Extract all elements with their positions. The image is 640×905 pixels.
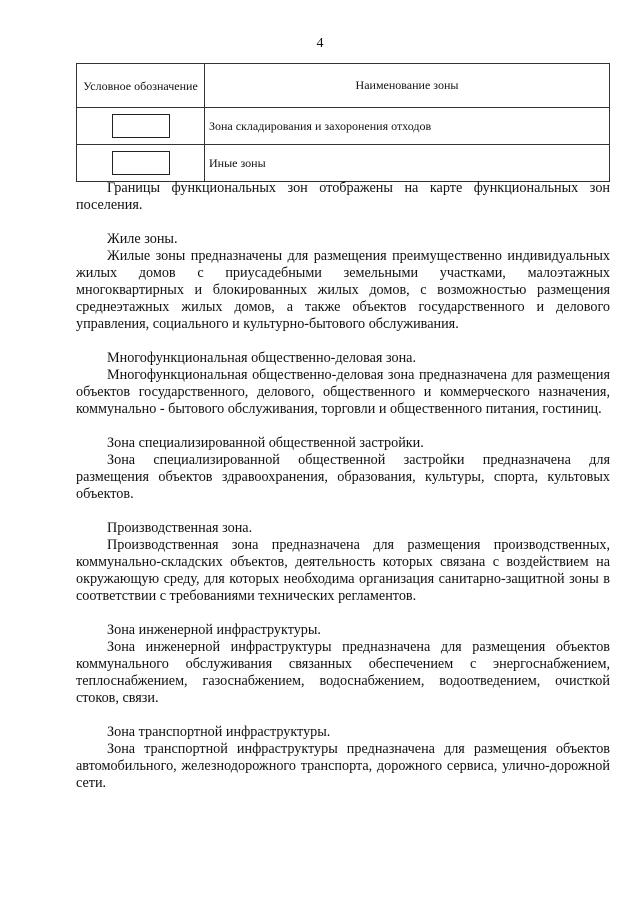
multifunctional-paragraph: Многофункциональная общественно-деловая зона предназначена для размещения объектов государственного, делового, общественного и коммерческого назначения, коммунально - бытового обслуживания, торговли и общественного питания, гостиниц. (76, 367, 610, 417)
legend-symbol-cell (77, 145, 205, 182)
legend-zone-name: Иные зоны (205, 145, 610, 182)
legend-header-row (77, 64, 610, 108)
industrial-heading: Производственная зона. (107, 520, 253, 536)
transport-paragraph: Зона транспортной инфраструктуры предназначена для размещения объектов автомобильного, железнодорожного транспорта, дорожного сервиса, улично-дорожной сети. (76, 741, 610, 791)
page-number: 4 (316, 36, 324, 51)
header-zone-name: Наименование зоны (205, 64, 610, 108)
legend-swatch (112, 114, 170, 138)
specialized-heading: Зона специализированной общественной застройки. (107, 435, 424, 451)
industrial-paragraph: Производственная зона предназначена для размещения производственных, коммунально-складских объектов, деятельность которых связана с воздействием на окружающую среду, для которых необходима организация санитарно-защитной зоны в соответствии с требованиями технических регламентов. (76, 537, 610, 604)
legend-row (77, 145, 610, 182)
specialized-paragraph: Зона специализированной общественной застройки предназначена для размещения объектов здравоохранения, образования, культуры, спорта, культовых объектов. (76, 452, 610, 502)
legend-swatch (112, 151, 170, 175)
body-text (76, 180, 610, 792)
legend-row (77, 108, 610, 145)
borders-paragraph: Границы функциональных зон отображены на карте функциональных зон поселения. (76, 180, 610, 213)
residential-heading: Жиле зоны. (107, 231, 178, 247)
header-symbol: Условное обозначение (77, 64, 205, 108)
multifunctional-heading: Многофункциональная общественно-деловая зона. (107, 350, 417, 366)
legend-table (76, 63, 610, 182)
legend-zone-name: Зона складирования и захоронения отходов (205, 108, 610, 145)
legend-symbol-cell (77, 108, 205, 145)
transport-heading: Зона транспортной инфраструктуры. (107, 724, 331, 740)
residential-paragraph: Жилые зоны предназначены для размещения преимущественно индивидуальных жилых домов с приусадебными земельными участками, малоэтажных многоквартирных и блокированных жилых домов, с возможностью размещения среднеэтажных жилых домов, а также объектов государственного и делового управления, социального и культурно-бытового обслуживания. (76, 248, 610, 332)
engineering-heading: Зона инженерной инфраструктуры. (107, 622, 321, 638)
engineering-paragraph: Зона инженерной инфраструктуры предназначена для размещения объектов коммунального обслуживания связанных обеспечением с энергоснабжением, теплоснабжением, газоснабжением, водоснабжением, водоотведением, очисткой стоков, связи. (76, 639, 610, 706)
